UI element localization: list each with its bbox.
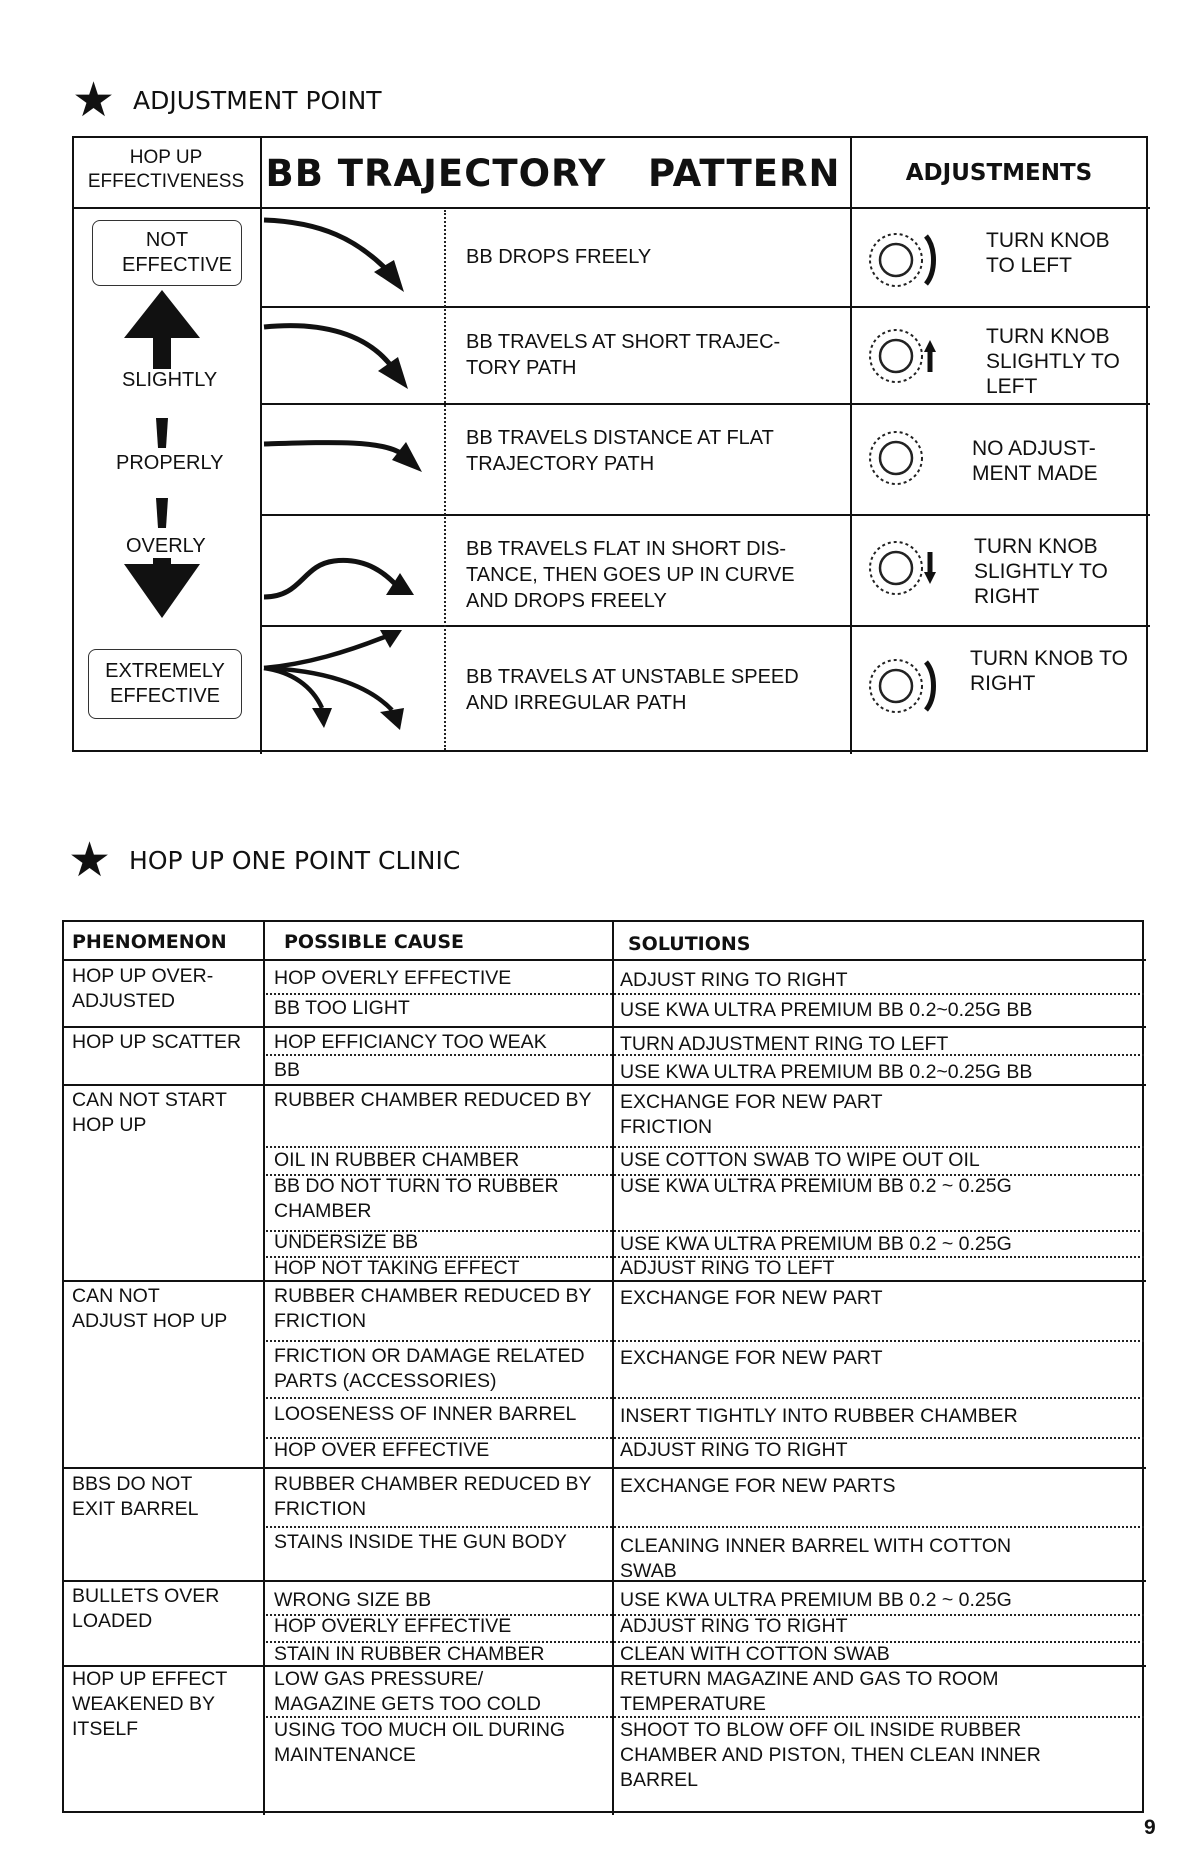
cause-cell: STAIN IN RUBBER CHAMBER: [274, 1643, 545, 1665]
cause-cell: OIL IN RUBBER CHAMBER: [274, 1149, 520, 1171]
divider: [64, 1467, 1146, 1469]
cause-cell: HOP OVERLY EFFECTIVE: [274, 967, 512, 989]
page-number: 9: [1144, 1816, 1156, 1839]
section-title: ADJUSTMENT POINT: [133, 85, 382, 115]
divider: [64, 1280, 1146, 1282]
trajectory-flat-graphic: [262, 406, 442, 512]
adjustment-table: [72, 136, 1148, 752]
solution-cell: RETURN MAGAZINE AND GAS TO ROOM TEMPERATURE: [620, 1668, 999, 1715]
cause-cell: UNDERSIZE BB: [274, 1231, 419, 1253]
solution-cell: EXCHANGE FOR NEW PART: [620, 1287, 883, 1309]
cause-cell: HOP NOT TAKING EFFECT: [274, 1257, 520, 1279]
phenomenon-cell: HOP UP SCATTER: [72, 1031, 242, 1053]
knob-slightly-left-icon: [864, 322, 944, 392]
cause-cell: HOP OVER EFFECTIVE: [274, 1439, 490, 1461]
solution-cell: SHOOT TO BLOW OFF OIL INSIDE RUBBER CHAMBER AND PISTON, THEN CLEAN INNER BARREL: [620, 1719, 1041, 1791]
solution-cell: ADJUST RING TO RIGHT: [620, 1615, 848, 1637]
adjustment-text-5: TURN KNOB TO RIGHT: [970, 647, 1128, 695]
dotted-divider: [266, 1397, 1144, 1399]
dotted-divider: [266, 1340, 1144, 1342]
phenomenon-cell: CAN NOT ADJUST HOP UP: [72, 1285, 228, 1332]
clinic-table: [62, 920, 1144, 1813]
divider: [263, 922, 265, 1815]
cause-cell: LOW GAS PRESSURE/ MAGAZINE GETS TOO COLD: [274, 1668, 541, 1715]
cause-cell: BB DO NOT TURN TO RUBBER CHAMBER: [274, 1175, 559, 1222]
solution-cell: USE KWA ULTRA PREMIUM BB 0.2 ~ 0.25G: [620, 1589, 1012, 1611]
solution-cell: USE KWA ULTRA PREMIUM BB 0.2~0.25G BB: [620, 999, 1033, 1021]
cause-cell: HOP EFFICIANCY TOO WEAK: [274, 1031, 547, 1053]
header-hop-up-effectiveness: HOP UP EFFECTIVENESS: [87, 147, 245, 192]
solution-cell: ADJUST RING TO LEFT: [620, 1257, 835, 1279]
star-icon: ★: [72, 72, 116, 128]
knob-left-icon: [864, 226, 944, 296]
scale-label-overly: OVERLY: [126, 535, 206, 557]
cause-cell: RUBBER CHAMBER REDUCED BY: [274, 1089, 592, 1111]
solution-cell: CLEAN WITH COTTON SWAB: [620, 1643, 890, 1665]
dotted-divider: [266, 993, 1144, 995]
adjustment-text-2: TURN KNOB SLIGHTLY TO LEFT: [986, 325, 1120, 398]
adjustment-text-1: TURN KNOB TO LEFT: [986, 229, 1110, 277]
phenomenon-cell: HOP UP EFFECT WEAKENED BY ITSELF: [72, 1668, 228, 1740]
solution-cell: EXCHANGE FOR NEW PART FRICTION: [620, 1091, 883, 1138]
solution-cell: TURN ADJUSTMENT RING TO LEFT: [620, 1033, 949, 1055]
phenomenon-cell: BULLETS OVER LOADED: [72, 1585, 220, 1632]
scale-label-slightly: SLIGHTLY: [122, 369, 218, 391]
scale-label-not-effective: NOT EFFECTIVE: [92, 220, 242, 286]
cause-cell: RUBBER CHAMBER REDUCED BY FRICTION: [274, 1285, 592, 1332]
section-heading-one-point-clinic: [68, 832, 461, 888]
trajectory-irregular-graphic: [262, 628, 442, 750]
solution-cell: USE KWA ULTRA PREMIUM BB 0.2 ~ 0.25G: [620, 1175, 1012, 1197]
solution-cell: INSERT TIGHTLY INTO RUBBER CHAMBER: [620, 1405, 1018, 1427]
arrow-up-icon: [124, 290, 200, 338]
divider: [260, 306, 1150, 308]
trajectory-desc-1: BB DROPS FREELY: [466, 246, 652, 268]
trajectory-desc-3: BB TRAVELS DISTANCE AT FLAT TRAJECTORY PATH: [466, 427, 774, 475]
scale-label-properly: PROPERLY: [116, 452, 224, 474]
solution-cell: EXCHANGE FOR NEW PARTS: [620, 1475, 896, 1497]
cause-cell: STAINS INSIDE THE GUN BODY: [274, 1531, 567, 1553]
divider: [64, 1026, 1146, 1028]
divider: [260, 625, 1150, 627]
phenomenon-cell: HOP UP OVER- ADJUSTED: [72, 965, 214, 1012]
cause-cell: FRICTION OR DAMAGE RELATED PARTS (ACCESSORIES): [274, 1345, 585, 1392]
header-phenomenon: PHENOMENON: [72, 931, 227, 953]
knob-slightly-right-icon: [864, 534, 944, 604]
solution-cell: USE KWA ULTRA PREMIUM BB 0.2 ~ 0.25G: [620, 1233, 1012, 1255]
scale-label-extremely-effective: EXTREMELY EFFECTIVE: [88, 649, 242, 719]
header-trajectory-pattern: BB TRAJECTORY PATTERN: [265, 152, 841, 195]
header-adjustments: ADJUSTMENTS: [905, 160, 1093, 186]
section-heading-adjustment-point: [72, 72, 382, 128]
arrow-down-icon: [124, 564, 200, 618]
cause-cell: BB TOO LIGHT: [274, 997, 410, 1019]
knob-no-adjust-icon: [864, 424, 944, 494]
adjustment-text-4: TURN KNOB SLIGHTLY TO RIGHT: [974, 535, 1108, 608]
phenomenon-cell: CAN NOT START HOP UP: [72, 1089, 227, 1136]
solution-cell: USE COTTON SWAB TO WIPE OUT OIL: [620, 1149, 980, 1171]
phenomenon-cell: BBS DO NOT EXIT BARREL: [72, 1473, 199, 1520]
divider: [260, 514, 1150, 516]
header-solutions: SOLUTIONS: [628, 933, 751, 955]
star-icon: ★: [68, 832, 112, 888]
trajectory-short-graphic: [262, 309, 442, 401]
trajectory-desc-5: BB TRAVELS AT UNSTABLE SPEED AND IRREGULAR PATH: [466, 666, 799, 714]
divider: [74, 207, 1150, 209]
adjustment-text-3: NO ADJUST- MENT MADE: [972, 437, 1098, 485]
cause-cell: HOP OVERLY EFFECTIVE: [274, 1615, 512, 1637]
cause-cell: WRONG SIZE BB: [274, 1589, 432, 1611]
section-title: HOP UP ONE POINT CLINIC: [129, 845, 461, 875]
solution-cell: ADJUST RING TO RIGHT: [620, 969, 848, 991]
solution-cell: ADJUST RING TO RIGHT: [620, 1439, 848, 1461]
trajectory-desc-2: BB TRAVELS AT SHORT TRAJEC- TORY PATH: [466, 331, 781, 379]
divider: [64, 959, 1146, 961]
trajectory-desc-4: BB TRAVELS FLAT IN SHORT DIS- TANCE, THEN GOES UP IN CURVE AND DROPS FREELY: [466, 538, 795, 612]
solution-cell: EXCHANGE FOR NEW PART: [620, 1347, 883, 1369]
header-possible-cause: POSSIBLE CAUSE: [284, 931, 464, 953]
dotted-divider: [444, 210, 446, 750]
cause-cell: USING TOO MUCH OIL DURING MAINTENANCE: [274, 1719, 566, 1766]
cause-cell: RUBBER CHAMBER REDUCED BY FRICTION: [274, 1473, 592, 1520]
dotted-divider: [266, 1526, 1144, 1528]
trajectory-drops-graphic: [262, 210, 442, 305]
solution-cell: USE KWA ULTRA PREMIUM BB 0.2~0.25G BB: [620, 1061, 1033, 1083]
cause-cell: LOOSENESS OF INNER BARREL: [274, 1403, 577, 1425]
cause-cell: BB: [274, 1059, 301, 1081]
solution-cell: CLEANING INNER BARREL WITH COTTON SWAB: [620, 1535, 1012, 1582]
divider: [260, 403, 1150, 405]
knob-right-icon: [864, 652, 944, 722]
divider: [850, 138, 852, 754]
trajectory-up-curve-graphic: [262, 517, 442, 623]
